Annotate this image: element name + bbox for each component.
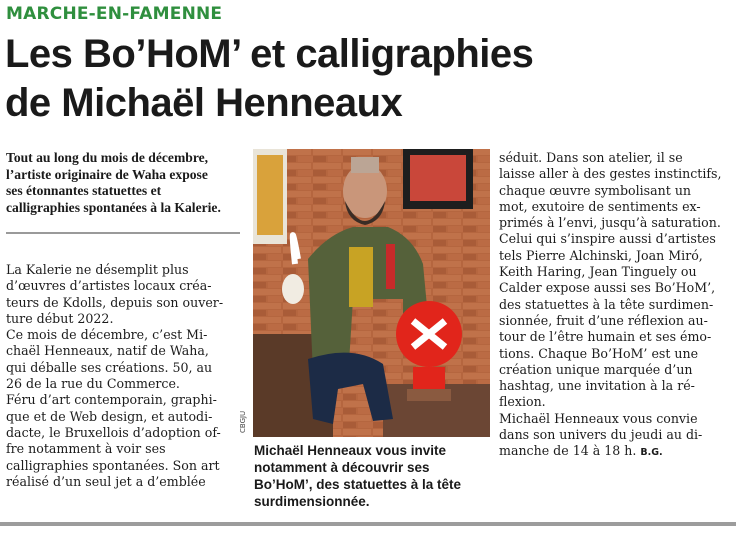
- body-line: teurs de Kdolls, depuis son ouver-: [6, 294, 224, 310]
- body-line: Celui qui s’inspire aussi d’artistes: [499, 231, 716, 247]
- author-signature: B.G.: [640, 447, 663, 459]
- photo-credit: CBGJU: [239, 410, 247, 434]
- artist-photo: [253, 149, 490, 437]
- body-line: primés à l’envi, jusqu’à saturation.: [499, 215, 721, 231]
- lead-paragraph: [6, 150, 240, 217]
- body-line: séduit. Dans son atelier, il se: [499, 150, 683, 165]
- headline: [5, 30, 740, 128]
- body-line: La Kalerie ne désemplit plus: [6, 262, 189, 277]
- body-line: que et de Web design, et autodi-: [6, 408, 213, 424]
- body-line: hashtag, une invitation à la ré-: [499, 378, 695, 394]
- body-line: Féru d’art contemporain, graphi-: [6, 392, 217, 408]
- body-column-right: [499, 150, 735, 462]
- lead-divider: [6, 232, 240, 234]
- body-line: chaël Henneaux, natif de Waha,: [6, 343, 209, 359]
- lead-line: ses étonnantes statuettes et: [6, 183, 162, 199]
- body-line: flexion.: [499, 394, 546, 410]
- lead-line: Tout au long du mois de décembre,: [6, 150, 209, 165]
- body-line: mot, exutoire de sentiments ex-: [499, 198, 701, 214]
- lead-line: calligraphies spontanées à la Kalerie.: [6, 200, 221, 216]
- body-line: dans son univers du jeudi au di-: [499, 427, 703, 443]
- body-line: fre notamment à voir ses: [6, 441, 166, 457]
- section-kicker: MARCHE-EN-FAMENNE: [6, 4, 223, 24]
- body-line: tour de l’être humain et ses émo-: [499, 329, 712, 345]
- body-line: sionnée, fruit d’une réflexion au-: [499, 312, 708, 328]
- body-line: tions. Chaque Bo’HoM’ est une: [499, 345, 699, 361]
- body-line: Calder expose aussi ses Bo’HoM’,: [499, 280, 716, 296]
- lead-line: l’artiste originaire de Waha expose: [6, 166, 208, 182]
- body-line: Ce mois de décembre, c’est Mi-: [6, 327, 208, 343]
- photo-caption: [254, 442, 494, 510]
- caption-line: Michaël Henneaux vous invite: [254, 443, 447, 458]
- body-line-final: [499, 443, 735, 461]
- photo-illustration: [253, 149, 490, 437]
- body-line: Michaël Henneaux vous convie: [499, 410, 698, 426]
- body-line: ture début 2022.: [6, 310, 114, 326]
- body-line: laisse aller à des gestes instinctifs,: [499, 166, 722, 182]
- headline-line: de Michaël Henneaux: [5, 81, 403, 125]
- body-line: réalisé d’un seul jet a d’emblée: [6, 473, 206, 489]
- caption-line: Bo’HoM’, des statuettes à la tête: [254, 477, 462, 492]
- body-line: calligraphies spontanées. Son art: [6, 457, 220, 473]
- body-line: d’œuvres d’artistes locaux créa-: [6, 278, 212, 294]
- body-line: chaque œuvre symbolisant un: [499, 182, 692, 198]
- body-line: dacte, le Bruxellois d’adoption of-: [6, 424, 221, 440]
- caption-line: notamment à découvrir ses: [254, 460, 430, 475]
- body-line: Keith Haring, Jean Tinguely ou: [499, 264, 697, 280]
- body-line: création unique marquée d’un: [499, 361, 693, 377]
- headline-line: Les Bo’HoM’ et calligraphies: [5, 32, 534, 76]
- body-line: qui déballe ses créations. 50, au: [6, 359, 213, 375]
- caption-line: surdimensionnée.: [254, 494, 370, 509]
- body-column-left: [6, 262, 242, 490]
- body-line: tels Pierre Alchinski, Joan Miró,: [499, 247, 703, 263]
- body-line-text: manche de 14 à 18 h.: [499, 443, 637, 459]
- bottom-divider: [0, 522, 736, 526]
- body-line: 26 de la rue du Commerce.: [6, 376, 180, 392]
- body-line: des statuettes à la tête surdimen-: [499, 296, 714, 312]
